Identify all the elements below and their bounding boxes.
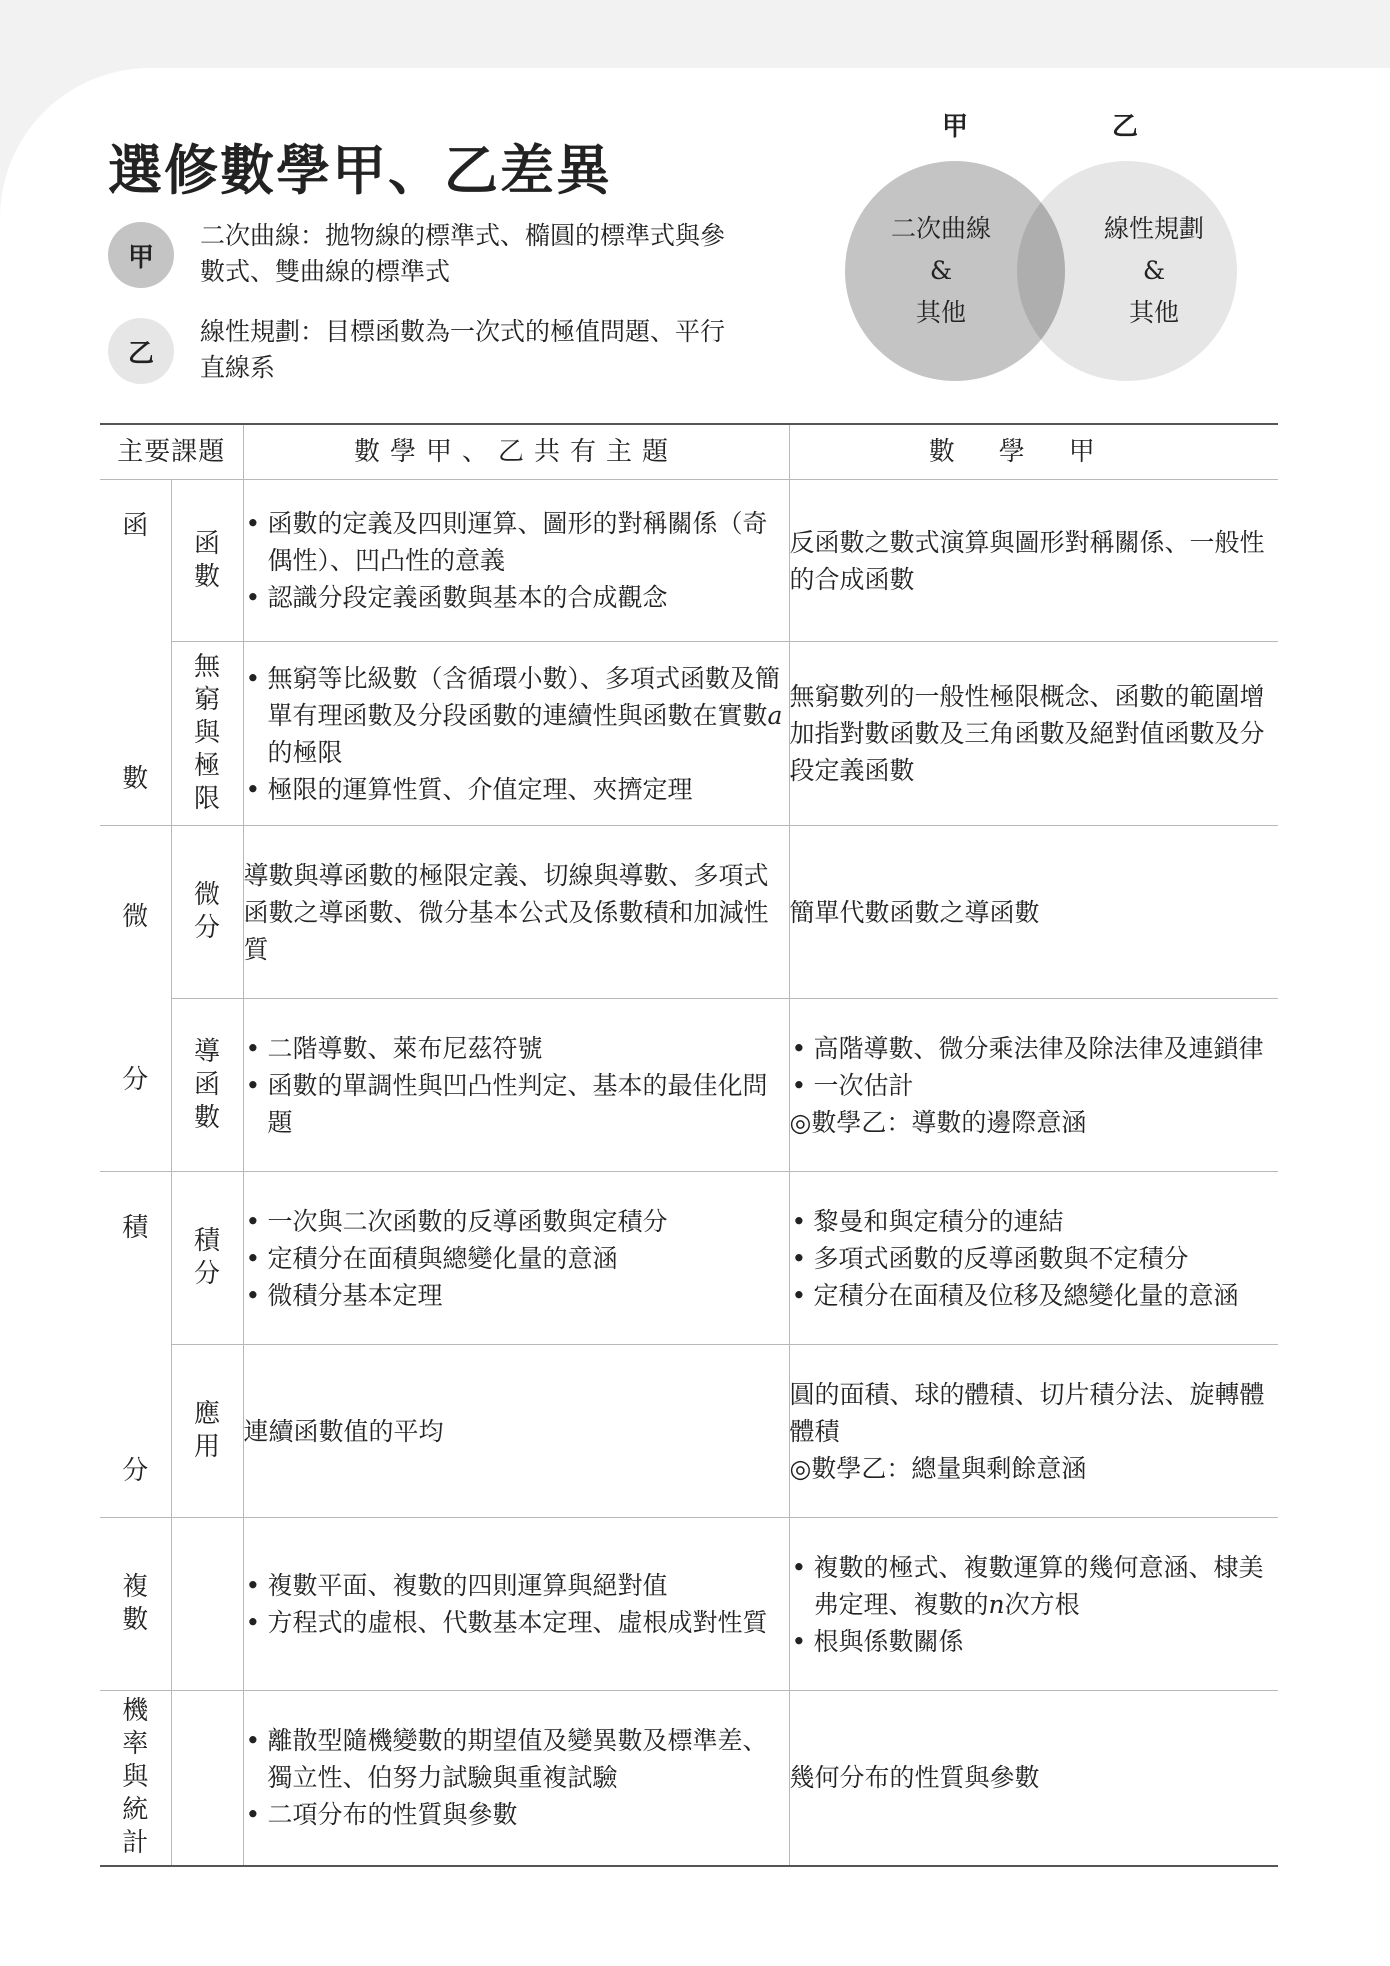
- sub-complex-empty: [171, 1518, 243, 1691]
- jia-derivative: [789, 999, 1278, 1172]
- list-item: • 無窮等比級數（含循環小數）、多項式函數及簡單有理函數及分段函數的連續性與函數在實數a的極限: [244, 660, 789, 771]
- list-item: • 一次與二次函數的反導函數與定積分: [244, 1203, 789, 1240]
- group-probability: 機 率 與 統 計: [100, 1691, 171, 1866]
- group-integral: 積 分: [100, 1172, 171, 1518]
- common-application: 連續函數值的平均: [243, 1345, 789, 1518]
- common-functions: [243, 480, 789, 642]
- jia-functions: 反函數之數式演算與圖形對稱關係、一般性的合成函數: [789, 480, 1278, 642]
- list-item: • 離散型隨機變數的期望值及變異數及標準差、獨立性、伯努力試驗與重複試驗: [244, 1722, 789, 1796]
- list-item: • 函數的單調性與凹凸性判定、基本的最佳化問題: [244, 1067, 789, 1141]
- sub-functions: 函 數: [171, 480, 243, 642]
- row-derivative: [100, 999, 1278, 1172]
- list-item: • 定積分在面積及位移及總變化量的意涵: [790, 1277, 1279, 1314]
- group-complex: 複 數: [100, 1518, 171, 1691]
- legend-yi: [108, 318, 740, 386]
- sub-application: 應 用: [171, 1345, 243, 1518]
- list-item: • 微積分基本定理: [244, 1277, 789, 1314]
- group-calculus: 微 分: [100, 826, 171, 1172]
- sub-integration: 積 分: [171, 1172, 243, 1345]
- list-item: • 定積分在面積與總變化量的意涵: [244, 1240, 789, 1277]
- list-item: • 二項分布的性質與參數: [244, 1796, 789, 1833]
- sub-differential: 微 分: [171, 826, 243, 999]
- jia-description: 二次曲線：拋物線的標準式、橢圓的標準式與參數式、雙曲線的標準式: [200, 221, 726, 286]
- row-functions: [100, 480, 1278, 642]
- jia-limits: 無窮數列的一般性極限概念、函數的範圍增加指對數函數及三角函數及絕對值函數及分段定義函數: [789, 642, 1278, 826]
- common-differential: 導數與導函數的極限定義、切線與導數、多項式函數之導函數、微分基本公式及係數積和加減性質: [243, 826, 789, 999]
- row-application: [100, 1345, 1278, 1518]
- header-row: [100, 424, 1278, 480]
- sub-limits: 無 窮 與 極 限: [171, 642, 243, 826]
- jia-differential: 簡單代數函數之導函數: [789, 826, 1278, 999]
- row-complex: [100, 1518, 1278, 1691]
- jia-probability: 幾何分布的性質與參數: [789, 1691, 1278, 1866]
- list-item: • 函數的定義及四則運算、圖形的對稱關係（奇偶性）、凹凸性的意義: [244, 505, 789, 579]
- yi-badge: 乙: [108, 318, 174, 384]
- comparison-table: [100, 423, 1278, 1867]
- yi-description: 線性規劃：目標函數為一次式的極值問題、平行直線系: [200, 317, 726, 382]
- common-limits: [243, 642, 789, 826]
- row-limits: [100, 642, 1278, 826]
- jia-complex: [789, 1518, 1278, 1691]
- row-integration: [100, 1172, 1278, 1345]
- header-common: 數學甲、乙共有主題: [243, 424, 789, 480]
- list-item: • 認識分段定義函數與基本的合成觀念: [244, 579, 789, 616]
- list-item: • 極限的運算性質、介值定理、夾擠定理: [244, 771, 789, 808]
- common-probability: [243, 1691, 789, 1866]
- venn-label-yi: 乙: [1112, 112, 1139, 142]
- list-item: • 一次估計: [790, 1067, 1279, 1104]
- venn-diagram: [836, 108, 1250, 396]
- note-yi: ◎數學乙：導數的邊際意涵: [789, 1107, 1087, 1137]
- page-title: 選修數學甲、乙差異: [108, 139, 612, 202]
- list-item: • 複數的極式、複數運算的幾何意涵、棣美弗定理、複數的n次方根: [790, 1549, 1279, 1623]
- sub-probability-empty: [171, 1691, 243, 1866]
- legend-jia: [108, 222, 740, 290]
- venn-yi-text: 線性規劃 & 其他: [1103, 214, 1204, 327]
- list-item: • 黎曼和與定積分的連結: [790, 1203, 1279, 1240]
- common-complex: [243, 1518, 789, 1691]
- list-item: • 根與係數關係: [790, 1623, 1279, 1660]
- jia-integration: [789, 1172, 1278, 1345]
- jia-application: 圓的面積、球的體積、切片積分法、旋轉體體積 ◎數學乙：總量與剩餘意涵: [789, 1345, 1278, 1518]
- group-function: 函 數: [100, 480, 171, 826]
- header-jia: 數學甲: [789, 424, 1278, 480]
- row-differential: [100, 826, 1278, 999]
- venn-label-jia: 甲: [942, 112, 969, 142]
- common-derivative: [243, 999, 789, 1172]
- note-yi: ◎數學乙：總量與剩餘意涵: [789, 1453, 1087, 1483]
- list-item: • 方程式的虛根、代數基本定理、虛根成對性質: [244, 1604, 789, 1641]
- list-item: • 複數平面、複數的四則運算與絕對值: [244, 1567, 789, 1604]
- header-topic: 主要課題: [100, 424, 243, 480]
- common-integration: [243, 1172, 789, 1345]
- row-probability: [100, 1691, 1278, 1866]
- venn-jia-text: 二次曲線 & 其他: [890, 214, 991, 327]
- list-item: • 多項式函數的反導函數與不定積分: [790, 1240, 1279, 1277]
- jia-badge: 甲: [108, 222, 174, 288]
- sub-derivative: 導 函 數: [171, 999, 243, 1172]
- list-item: • 二階導數、萊布尼茲符號: [244, 1030, 789, 1067]
- list-item: • 高階導數、微分乘法律及除法律及連鎖律: [790, 1030, 1279, 1067]
